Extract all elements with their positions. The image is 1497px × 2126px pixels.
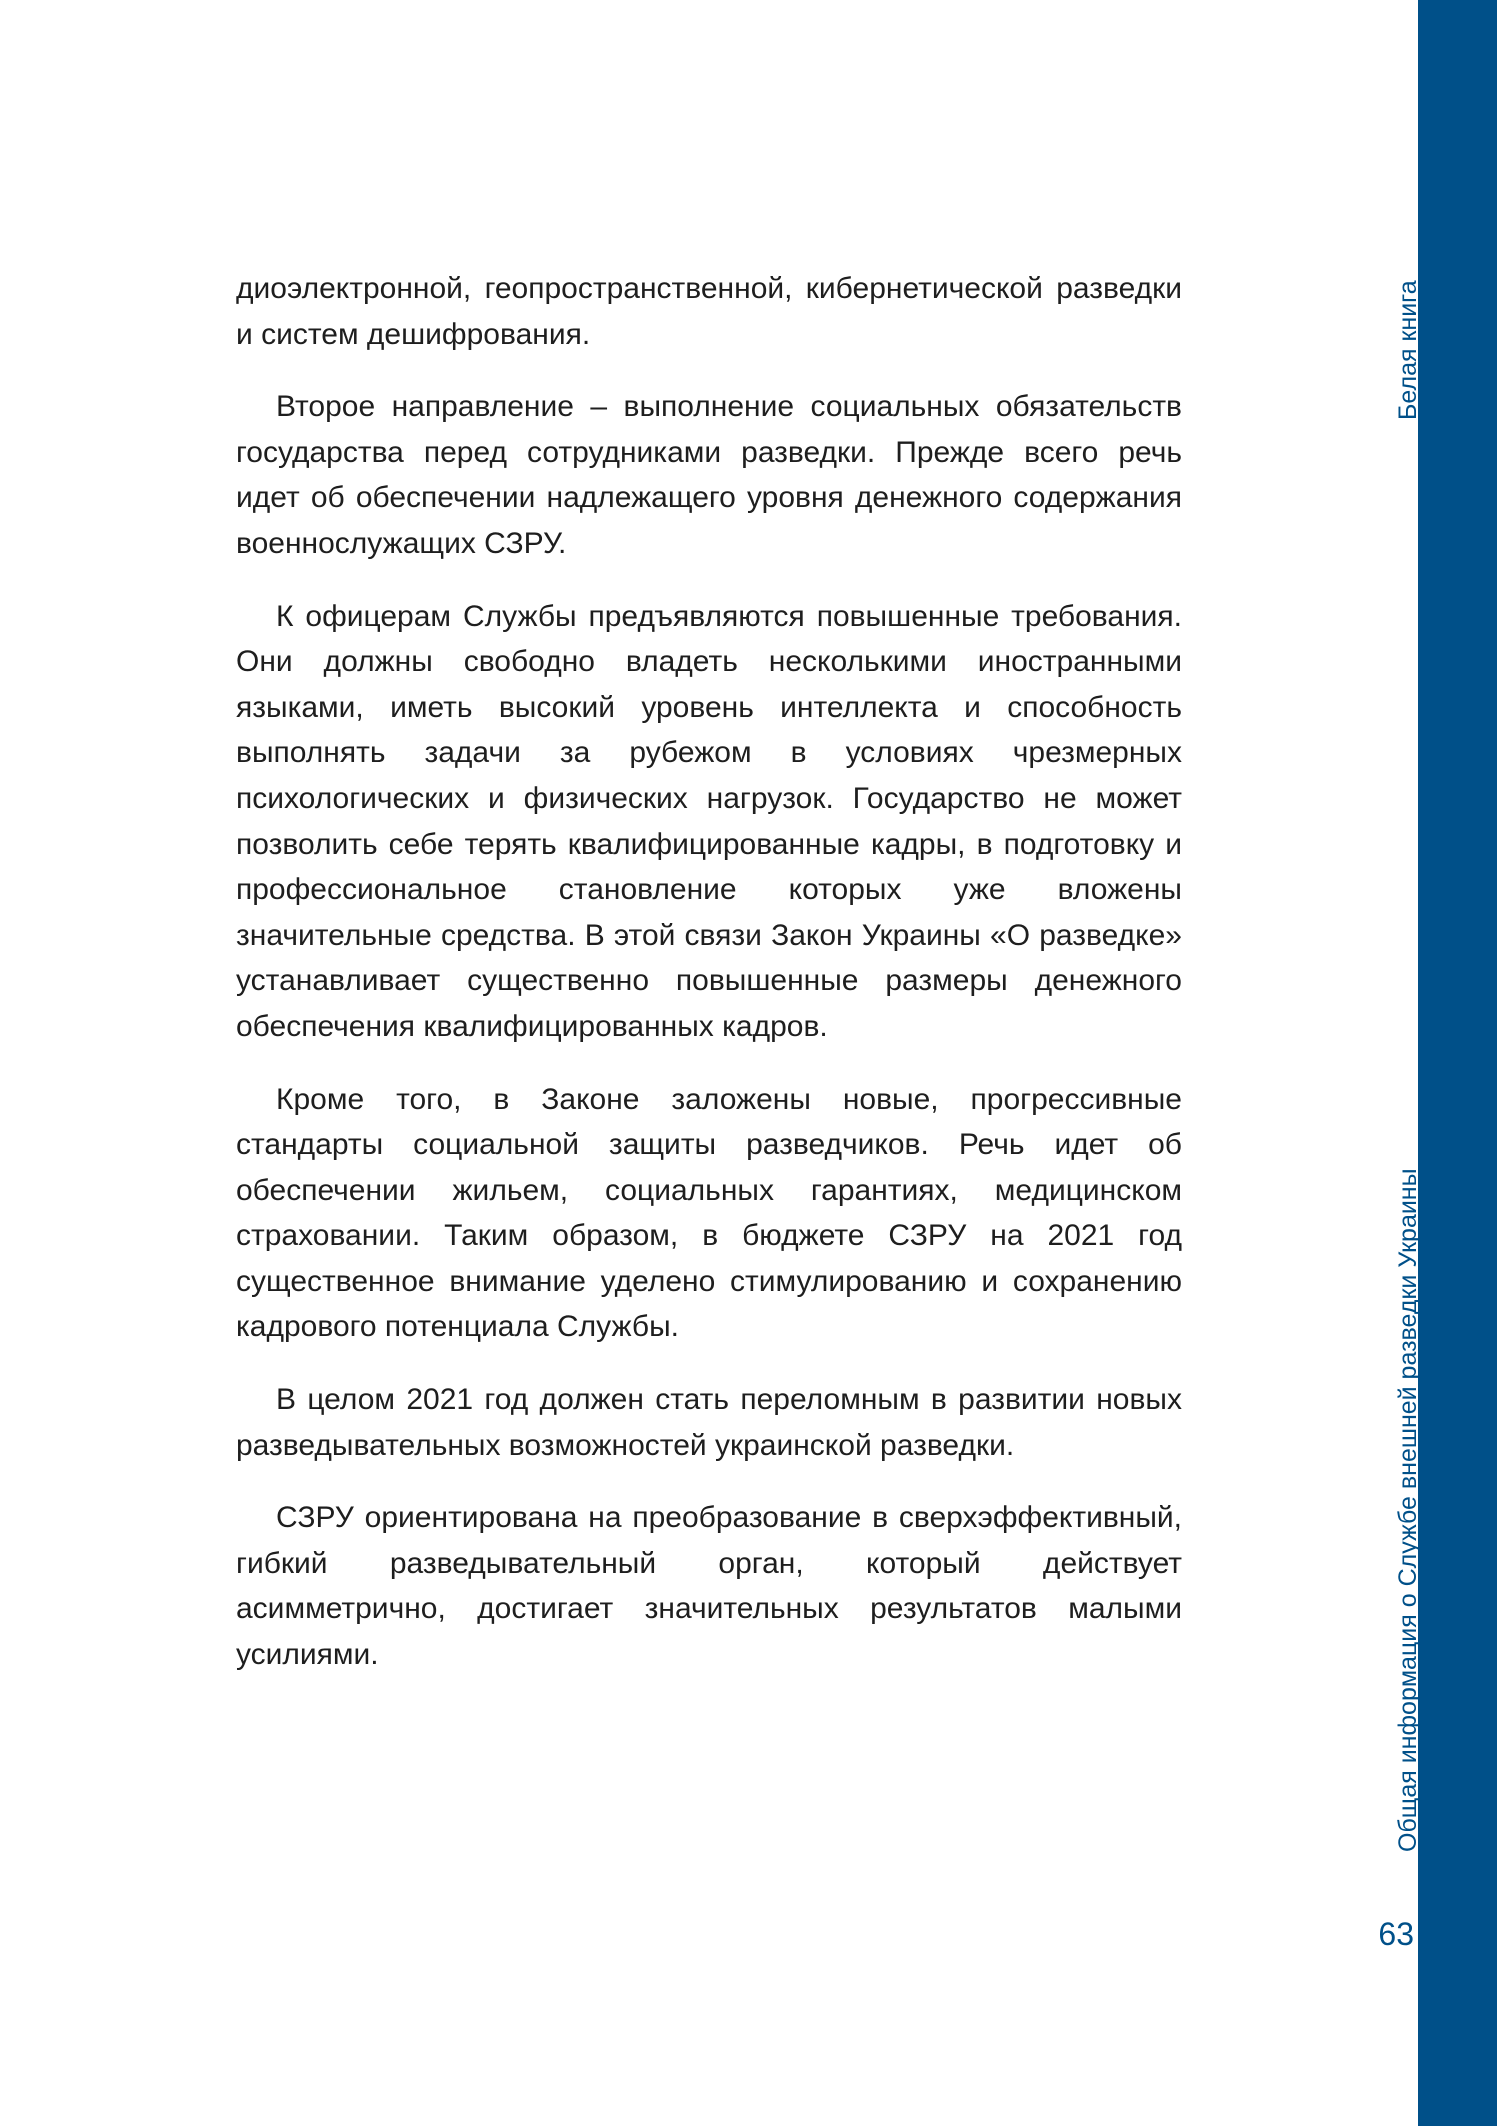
body-text	[236, 266, 1182, 1705]
section-title: Общая информация о Службе внешней разведки Украины	[1394, 1168, 1422, 1852]
running-title: Белая книга	[1394, 280, 1422, 420]
paragraph-6: СЗРУ ориентирована на преобразование в сверхэффективный, гибкий разведывательный орган, который действует асимметрично, достигает значительных результатов малыми усилиями.	[236, 1501, 1182, 1672]
paragraph-1: диоэлектронной, геопространственной, кибернетической разведки и систем дешифрования.	[236, 272, 1182, 351]
side-color-band	[1418, 0, 1497, 2126]
paragraph-3: К офицерам Службы предъявляются повышенные требования. Они должны свободно владеть несколькими иностранными языками, иметь высокий уровень интеллекта и способность выполнять задачи за рубежом в условиях чрезмерных психологических и физических нагрузок. Государство не может позволить себе терять квалифицированные кадры, в подготовку и профессиональное становление которых уже вложены значительные средства. В этой связи Закон Украины «О разведке» устанавливает существенно повышенные размеры денежного обеспечения квалифицированных кадров.	[236, 599, 1182, 1043]
page-number: 63	[1378, 1916, 1414, 1952]
paragraph-4: Кроме того, в Законе заложены новые, прогрессивные стандарты социальной защиты разведчиков. Речь идет об обеспечении жильем, социальных гарантиях, медицинском страховании. Таким образом, в бюджете СЗРУ на 2021 год существенное внимание уделено стимулированию и сохранению кадрового потенциала Службы.	[236, 1082, 1182, 1344]
paragraph-2: Второе направление – выполнение социальных обязательств государства перед сотрудниками разведки. Прежде всего речь идет об обеспечении надлежащего уровня денежного содержания военнослужащих СЗРУ.	[236, 390, 1182, 560]
paragraph-5: В целом 2021 год должен стать переломным в развитии новых разведывательных возможностей украинской разведки.	[236, 1383, 1182, 1462]
